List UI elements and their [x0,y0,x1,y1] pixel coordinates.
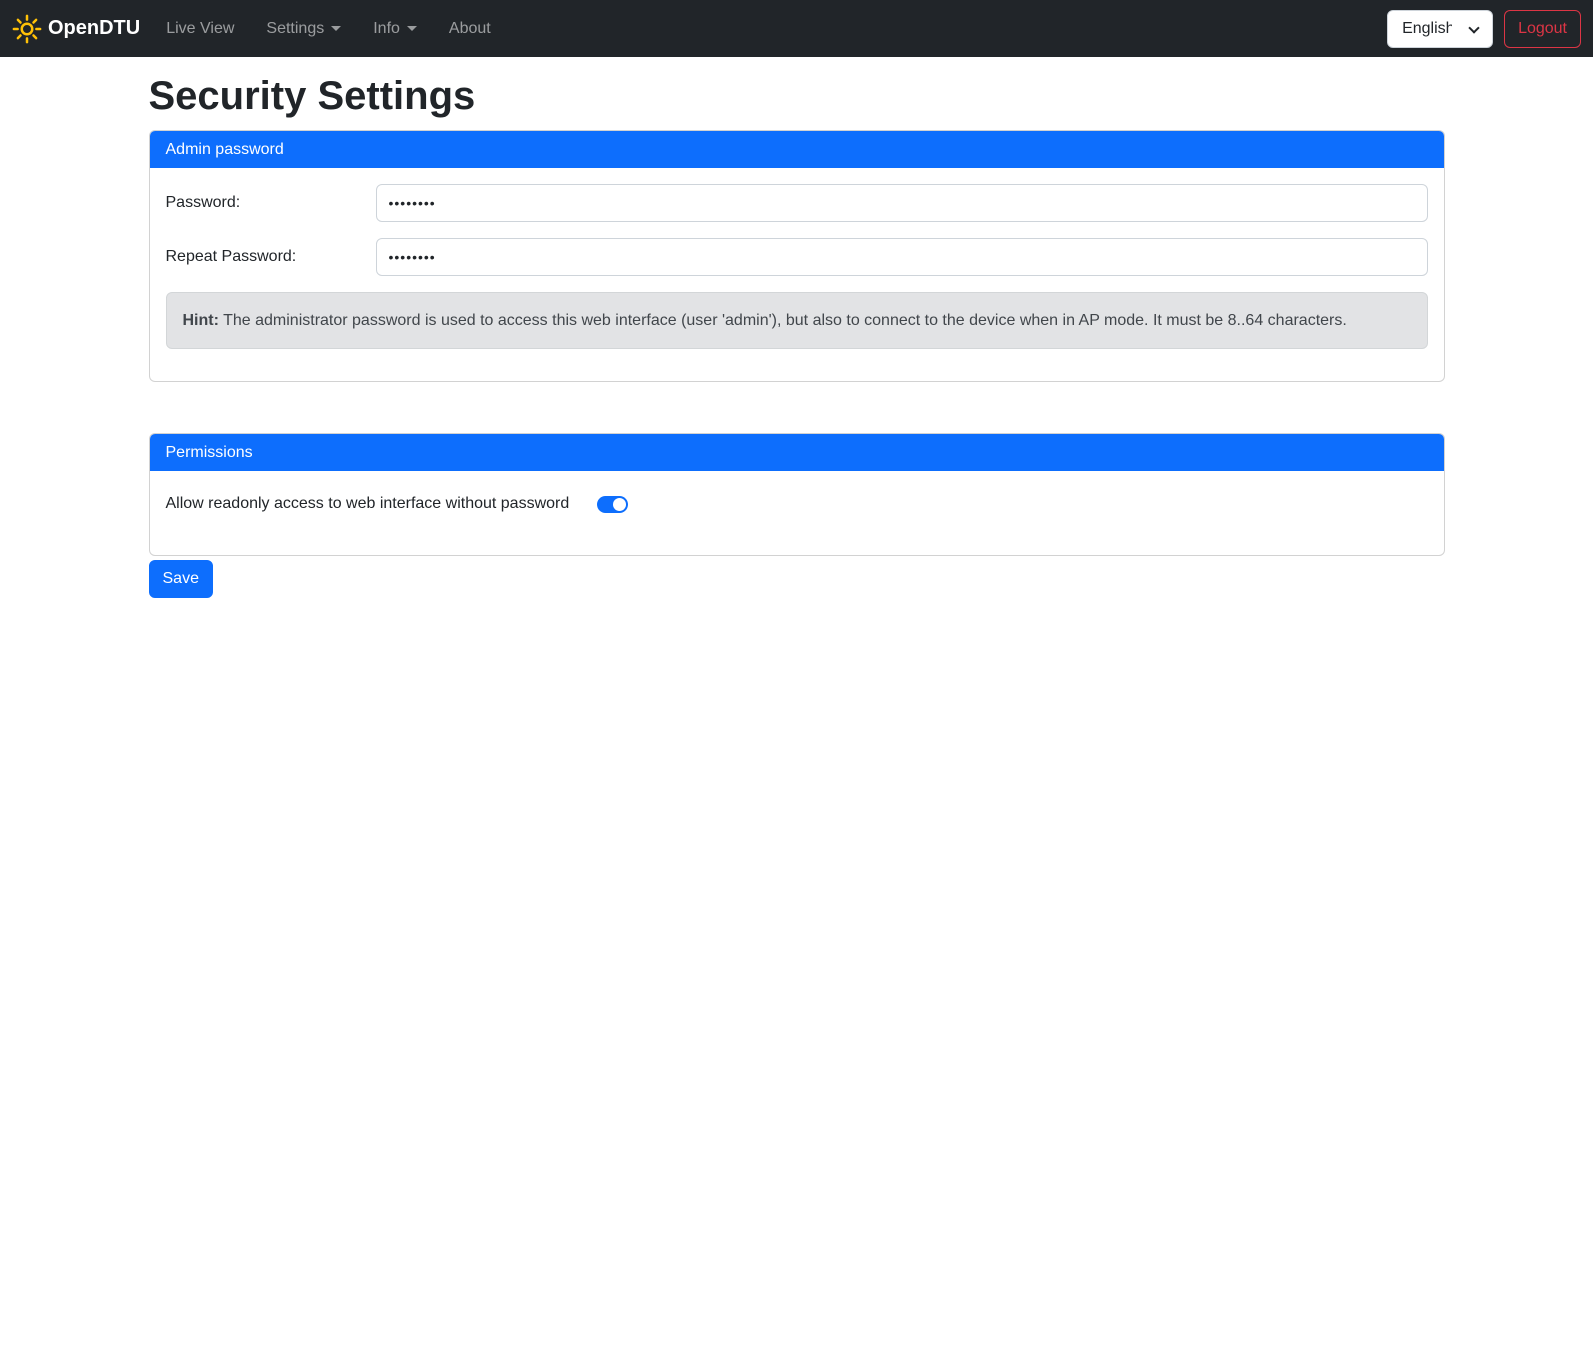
readonly-access-toggle[interactable] [597,496,628,513]
main-nav [158,12,515,46]
repeat-password-input[interactable] [376,238,1428,276]
repeat-password-row [166,238,1428,276]
nav-item-label: Info [373,19,400,37]
nav-item-info[interactable] [365,12,425,46]
admin-password-card [149,130,1445,382]
nav-item-about[interactable] [441,12,499,46]
password-row [166,184,1428,222]
permissions-card-body [150,471,1444,555]
admin-password-card-body [150,168,1444,381]
nav-item-label: About [448,19,491,37]
password-hint-alert [166,292,1428,349]
navbar-right [1387,10,1581,48]
permissions-card [149,433,1445,556]
readonly-access-row [166,487,1428,539]
nav-item-live-view[interactable] [158,12,242,46]
permissions-card-header: Permissions [150,434,1444,471]
brand-link[interactable] [12,14,140,44]
save-button[interactable]: Save [149,560,213,598]
password-label: Password: [165,194,241,211]
sun-icon [12,14,42,44]
nav-item-label: Settings [266,19,325,37]
readonly-access-label: Allow readonly access to web interface without password [165,495,570,512]
hint-label: Hint: [182,312,219,329]
language-select[interactable] [1387,10,1493,48]
nav-item-settings[interactable] [258,12,349,46]
top-navbar [0,0,1593,57]
chevron-down-icon [331,26,341,31]
language-select-wrap [1387,10,1493,48]
main-content [149,57,1445,598]
admin-password-card-header: Admin password [150,131,1444,168]
hint-text: The administrator password is used to access this web interface (user 'admin'), but also to connect to the device when in AP mode. It must be 8..64 characters. [218,312,1347,329]
toggle-knob [613,498,626,511]
password-input[interactable] [376,184,1428,222]
page-title: Security Settings [148,74,476,118]
repeat-password-label: Repeat Password: [165,248,297,265]
logout-button[interactable]: Logout [1504,10,1581,48]
nav-item-label: Live View [166,19,235,37]
chevron-down-icon [407,26,417,31]
brand-label: OpenDTU [48,17,141,39]
